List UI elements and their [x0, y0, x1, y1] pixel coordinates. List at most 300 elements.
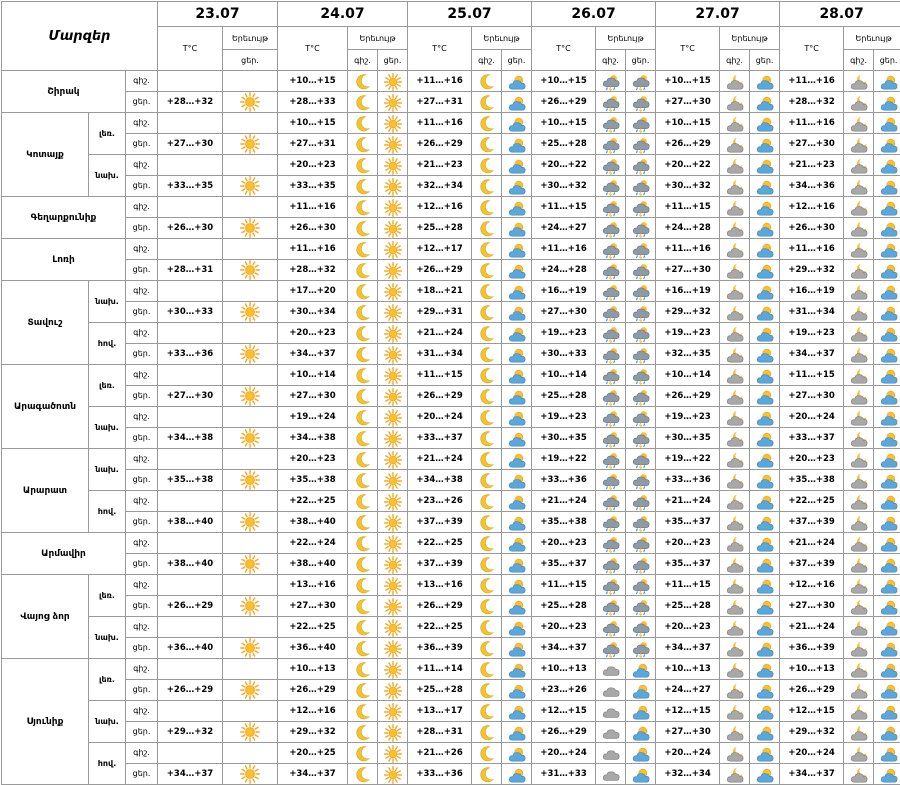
moon-icon — [478, 220, 496, 238]
temperature-cell: +20…+22 — [532, 155, 596, 176]
moon-icon — [478, 451, 496, 469]
weather-cell — [750, 281, 780, 302]
phenomenon-header: Երեւույթ — [348, 27, 408, 50]
temperature-cell: +10…+13 — [532, 659, 596, 680]
weather-cell — [378, 575, 408, 596]
weather-cell — [596, 343, 626, 365]
weather-cell — [874, 113, 900, 134]
weather-cell — [626, 679, 656, 701]
weather-cell — [720, 679, 750, 701]
period-label: գիշ. — [126, 491, 158, 512]
sun-behind-cloud-icon — [508, 430, 526, 448]
cloud-moon-icon — [726, 178, 744, 196]
thunderstorm-icon — [602, 325, 620, 343]
weather-cell — [626, 617, 656, 638]
temperature-cell: +33…+37 — [780, 427, 844, 449]
moon-icon — [354, 94, 372, 112]
sun-behind-cloud-icon — [880, 430, 898, 448]
weather-cell — [378, 449, 408, 470]
weather-cell — [720, 365, 750, 386]
weather-cell — [874, 71, 900, 92]
moon-icon — [354, 724, 372, 742]
temperature-cell: +11…+16 — [780, 239, 844, 260]
temperature-cell: +31…+33 — [532, 763, 596, 785]
temperature-cell: +33…+36 — [408, 763, 472, 785]
weather-cell — [874, 323, 900, 344]
weather-cell — [626, 259, 656, 281]
temperature-cell: +12…+16 — [278, 701, 348, 722]
weather-cell — [720, 385, 750, 407]
weather-cell — [378, 71, 408, 92]
cloud-icon — [602, 766, 620, 784]
weather-cell — [596, 175, 626, 197]
weather-cell — [348, 449, 378, 470]
moon-icon — [478, 703, 496, 721]
temperature-cell: +20…+23 — [278, 323, 348, 344]
table-row — [2, 659, 900, 680]
weather-cell — [720, 175, 750, 197]
weather-cell — [378, 133, 408, 155]
moon-icon — [478, 640, 496, 658]
cloud-moon-icon — [726, 493, 744, 511]
weather-cell — [378, 763, 408, 785]
sun-behind-cloud-icon — [508, 325, 526, 343]
thunderstorm-icon — [632, 346, 650, 364]
weather-cell — [596, 155, 626, 176]
weather-cell — [472, 407, 502, 428]
moon-icon — [478, 724, 496, 742]
weather-cell — [378, 469, 408, 491]
sun-behind-cloud-icon — [756, 73, 774, 91]
moon-icon — [478, 766, 496, 784]
weather-cell — [750, 511, 780, 533]
thunderstorm-icon — [632, 178, 650, 196]
table-row — [2, 259, 900, 281]
sun-icon — [384, 241, 402, 259]
table-row — [2, 385, 900, 407]
moon-icon — [354, 682, 372, 700]
date-header: 26.07 — [532, 2, 656, 27]
thunderstorm-icon — [632, 619, 650, 637]
cloud-moon-icon — [850, 682, 868, 700]
weather-cell — [844, 323, 874, 344]
weather-cell — [720, 239, 750, 260]
temperature-cell: +26…+29 — [158, 595, 223, 617]
thunderstorm-icon — [632, 409, 650, 427]
sun-behind-cloud-icon — [756, 367, 774, 385]
weather-cell — [596, 197, 626, 218]
weather-cell — [223, 449, 278, 470]
weather-cell — [626, 133, 656, 155]
weather-cell — [874, 343, 900, 365]
temperature-cell: +35…+38 — [278, 469, 348, 491]
thunderstorm-icon — [632, 73, 650, 91]
weather-cell — [844, 301, 874, 323]
temp-header: T°C — [780, 27, 844, 71]
weather-cell — [223, 175, 278, 197]
temperature-cell: +20…+24 — [532, 743, 596, 764]
sun-behind-cloud-icon — [880, 325, 898, 343]
weather-cell — [472, 91, 502, 113]
weather-cell — [596, 553, 626, 575]
temperature-cell — [158, 617, 223, 638]
sun-icon — [384, 283, 402, 301]
weather-cell — [223, 617, 278, 638]
weather-cell — [502, 71, 532, 92]
weather-cell — [378, 385, 408, 407]
moon-icon — [478, 241, 496, 259]
cloud-moon-icon — [726, 220, 744, 238]
temperature-cell — [158, 71, 223, 92]
weather-cell — [750, 239, 780, 260]
weather-cell — [472, 763, 502, 785]
sun-behind-cloud-icon — [756, 598, 774, 616]
temperature-cell: +19…+22 — [532, 449, 596, 470]
sun-behind-cloud-icon — [756, 766, 774, 784]
weather-cell — [502, 133, 532, 155]
weather-cell — [348, 133, 378, 155]
weather-cell — [720, 91, 750, 113]
temperature-cell: +11…+15 — [408, 365, 472, 386]
weather-cell — [720, 217, 750, 239]
cloud-moon-icon — [850, 577, 868, 595]
subregion-name: նախ. — [89, 701, 126, 743]
weather-cell — [874, 385, 900, 407]
weather-cell — [750, 491, 780, 512]
moon-icon — [354, 115, 372, 133]
moon-icon — [354, 262, 372, 280]
thunderstorm-icon — [602, 73, 620, 91]
temperature-cell: +10…+13 — [656, 659, 720, 680]
moon-icon — [478, 409, 496, 427]
temperature-cell: +20…+22 — [656, 155, 720, 176]
weather-cell — [502, 595, 532, 617]
thunderstorm-icon — [602, 409, 620, 427]
cloud-moon-icon — [726, 577, 744, 595]
cloud-moon-icon — [850, 640, 868, 658]
temperature-cell: +31…+34 — [780, 301, 844, 323]
temperature-cell: +35…+38 — [780, 469, 844, 491]
sun-icon — [240, 596, 260, 616]
temperature-cell: +17…+20 — [278, 281, 348, 302]
temperature-cell — [158, 575, 223, 596]
temperature-cell: +26…+29 — [278, 679, 348, 701]
weather-cell — [874, 175, 900, 197]
weather-cell — [472, 217, 502, 239]
temperature-cell: +36…+39 — [408, 637, 472, 659]
temperature-cell: +27…+30 — [158, 133, 223, 155]
weather-cell — [626, 323, 656, 344]
weather-cell — [844, 133, 874, 155]
weather-cell — [348, 679, 378, 701]
sun-behind-cloud-icon — [880, 703, 898, 721]
weather-cell — [378, 113, 408, 134]
weather-cell — [874, 659, 900, 680]
temperature-cell: +24…+27 — [656, 679, 720, 701]
temperature-cell: +29…+31 — [408, 301, 472, 323]
weather-cell — [844, 595, 874, 617]
temperature-cell — [158, 491, 223, 512]
weather-cell — [348, 511, 378, 533]
sun-behind-cloud-icon — [880, 304, 898, 322]
sun-behind-cloud-icon — [880, 640, 898, 658]
sun-icon — [240, 554, 260, 574]
thunderstorm-icon — [602, 598, 620, 616]
temperature-cell: +32…+34 — [656, 763, 720, 785]
temperature-cell: +34…+37 — [532, 637, 596, 659]
temperature-cell: +22…+25 — [780, 491, 844, 512]
weather-cell — [348, 427, 378, 449]
weather-cell — [626, 449, 656, 470]
temperature-cell: +11…+16 — [780, 71, 844, 92]
sun-behind-cloud-icon — [756, 619, 774, 637]
temperature-cell: +11…+16 — [278, 239, 348, 260]
moon-icon — [478, 115, 496, 133]
weather-cell — [223, 91, 278, 113]
sun-behind-cloud-icon — [756, 556, 774, 574]
thunderstorm-icon — [632, 493, 650, 511]
phenomenon-header: Երեւույթ — [844, 27, 900, 50]
subregion-name: նախ. — [89, 449, 126, 491]
weather-cell — [844, 449, 874, 470]
weather-cell — [720, 491, 750, 512]
weather-cell — [874, 449, 900, 470]
cloud-moon-icon — [850, 115, 868, 133]
moon-icon — [354, 619, 372, 637]
weather-cell — [472, 511, 502, 533]
temperature-cell: +33…+35 — [278, 175, 348, 197]
weather-cell — [626, 701, 656, 722]
thunderstorm-icon — [632, 220, 650, 238]
moon-icon — [478, 346, 496, 364]
weather-cell — [750, 197, 780, 218]
weather-cell — [502, 427, 532, 449]
temperature-cell: +30…+33 — [532, 343, 596, 365]
weather-cell — [472, 343, 502, 365]
moon-icon — [478, 304, 496, 322]
thunderstorm-icon — [602, 451, 620, 469]
temperature-cell: +26…+29 — [780, 679, 844, 701]
sun-icon — [384, 199, 402, 217]
region-name: Արագածոտն — [2, 365, 89, 449]
weather-cell — [626, 407, 656, 428]
sun-icon — [240, 470, 260, 490]
weather-cell — [348, 239, 378, 260]
region-name: Վայոց ձոր — [2, 575, 89, 659]
sun-behind-cloud-icon — [756, 178, 774, 196]
temperature-cell: +27…+30 — [656, 721, 720, 743]
temperature-cell: +11…+16 — [408, 113, 472, 134]
temperature-cell: +27…+30 — [656, 91, 720, 113]
weather-cell — [750, 259, 780, 281]
weather-cell — [750, 91, 780, 113]
weather-cell — [844, 469, 874, 491]
table-row — [2, 91, 900, 113]
moon-icon — [354, 598, 372, 616]
weather-cell — [378, 659, 408, 680]
weather-cell — [720, 595, 750, 617]
thunderstorm-icon — [632, 430, 650, 448]
temperature-cell: +35…+38 — [532, 511, 596, 533]
thunderstorm-icon — [602, 388, 620, 406]
temperature-cell: +33…+37 — [408, 427, 472, 449]
sun-icon — [384, 619, 402, 637]
sun-behind-cloud-icon — [756, 388, 774, 406]
subregion-name: նախ. — [89, 155, 126, 197]
weather-cell — [378, 407, 408, 428]
weather-cell — [844, 175, 874, 197]
sun-icon — [384, 514, 402, 532]
thunderstorm-icon — [602, 556, 620, 574]
temperature-cell: +10…+14 — [278, 365, 348, 386]
weather-cell — [502, 323, 532, 344]
weather-cell — [348, 155, 378, 176]
weather-cell — [223, 365, 278, 386]
temperature-cell: +21…+24 — [408, 323, 472, 344]
sun-behind-cloud-icon — [880, 283, 898, 301]
weather-cell — [502, 743, 532, 764]
weather-cell — [626, 175, 656, 197]
weather-cell — [596, 113, 626, 134]
weather-cell — [502, 721, 532, 743]
sun-behind-cloud-icon — [880, 451, 898, 469]
temperature-cell — [158, 743, 223, 764]
temperature-cell: +11…+15 — [532, 575, 596, 596]
cloud-moon-icon — [850, 178, 868, 196]
temperature-cell: +20…+23 — [780, 449, 844, 470]
weather-cell — [472, 323, 502, 344]
weather-cell — [874, 595, 900, 617]
weather-cell — [596, 385, 626, 407]
weather-cell — [844, 637, 874, 659]
period-label: ցեր. — [126, 133, 158, 155]
temperature-cell — [158, 281, 223, 302]
temperature-cell: +11…+16 — [780, 113, 844, 134]
sun-behind-cloud-icon — [756, 682, 774, 700]
weather-cell — [750, 407, 780, 428]
temperature-cell: +26…+29 — [656, 385, 720, 407]
temperature-cell: +12…+15 — [532, 701, 596, 722]
weather-cell — [596, 743, 626, 764]
temperature-cell: +13…+16 — [408, 575, 472, 596]
weather-cell — [874, 301, 900, 323]
weather-cell — [378, 155, 408, 176]
moon-icon — [354, 556, 372, 574]
temperature-cell: +27…+30 — [780, 133, 844, 155]
temperature-cell: +11…+16 — [532, 239, 596, 260]
thunderstorm-icon — [632, 514, 650, 532]
table-row — [2, 407, 900, 428]
sun-behind-cloud-icon — [632, 724, 650, 742]
weather-cell — [502, 637, 532, 659]
temperature-cell: +26…+29 — [532, 91, 596, 113]
thunderstorm-icon — [632, 535, 650, 553]
weather-cell — [378, 301, 408, 323]
moon-icon — [354, 577, 372, 595]
temperature-cell: +19…+23 — [780, 323, 844, 344]
table-row — [2, 343, 900, 365]
sun-behind-cloud-icon — [756, 640, 774, 658]
temperature-cell: +21…+23 — [408, 155, 472, 176]
sun-behind-cloud-icon — [508, 241, 526, 259]
weather-cell — [596, 679, 626, 701]
weather-cell — [596, 407, 626, 428]
cloud-moon-icon — [726, 745, 744, 763]
temperature-cell: +20…+23 — [656, 533, 720, 554]
temperature-cell: +10…+15 — [532, 113, 596, 134]
temperature-cell: +33…+36 — [158, 343, 223, 365]
moon-icon — [478, 262, 496, 280]
weather-cell — [223, 301, 278, 323]
thunderstorm-icon — [602, 346, 620, 364]
weather-cell — [502, 491, 532, 512]
moon-icon — [478, 136, 496, 154]
moon-icon — [478, 199, 496, 217]
cloud-moon-icon — [726, 367, 744, 385]
weather-cell — [502, 197, 532, 218]
cloud-moon-icon — [850, 598, 868, 616]
thunderstorm-icon — [602, 472, 620, 490]
sun-behind-cloud-icon — [756, 430, 774, 448]
weather-cell — [502, 281, 532, 302]
weather-cell — [223, 679, 278, 701]
moon-icon — [354, 766, 372, 784]
thunderstorm-icon — [632, 157, 650, 175]
sun-behind-cloud-icon — [508, 556, 526, 574]
temperature-cell: +26…+29 — [408, 595, 472, 617]
night-header: գիշ. — [596, 50, 626, 71]
weather-cell — [223, 743, 278, 764]
sun-behind-cloud-icon — [880, 409, 898, 427]
sun-behind-cloud-icon — [880, 745, 898, 763]
sun-icon — [384, 451, 402, 469]
temperature-cell: +12…+15 — [656, 701, 720, 722]
temperature-cell: +30…+32 — [656, 175, 720, 197]
weather-cell — [720, 469, 750, 491]
cloud-moon-icon — [726, 115, 744, 133]
cloud-moon-icon — [726, 661, 744, 679]
thunderstorm-icon — [602, 220, 620, 238]
cloud-moon-icon — [850, 220, 868, 238]
date-header: 28.07 — [780, 2, 900, 27]
moon-icon — [478, 388, 496, 406]
weather-cell — [720, 343, 750, 365]
period-label: գիշ. — [126, 365, 158, 386]
temperature-cell: +12…+15 — [780, 701, 844, 722]
temperature-cell: +16…+19 — [532, 281, 596, 302]
temperature-cell: +20…+23 — [656, 617, 720, 638]
weather-cell — [750, 301, 780, 323]
weather-cell — [844, 427, 874, 449]
temperature-cell: +35…+37 — [656, 511, 720, 533]
weather-cell — [626, 427, 656, 449]
table-row — [2, 365, 900, 386]
sun-icon — [240, 218, 260, 238]
temperature-cell: +26…+29 — [408, 385, 472, 407]
period-label: ցեր. — [126, 595, 158, 617]
temperature-cell: +20…+23 — [278, 155, 348, 176]
cloud-icon — [602, 682, 620, 700]
weather-cell — [844, 511, 874, 533]
sun-behind-cloud-icon — [508, 409, 526, 427]
temperature-cell: +30…+35 — [656, 427, 720, 449]
moon-icon — [478, 577, 496, 595]
weather-cell — [844, 553, 874, 575]
weather-cell — [502, 659, 532, 680]
temperature-cell — [158, 701, 223, 722]
subregion-name: հով. — [89, 743, 126, 785]
table-row — [2, 71, 900, 92]
